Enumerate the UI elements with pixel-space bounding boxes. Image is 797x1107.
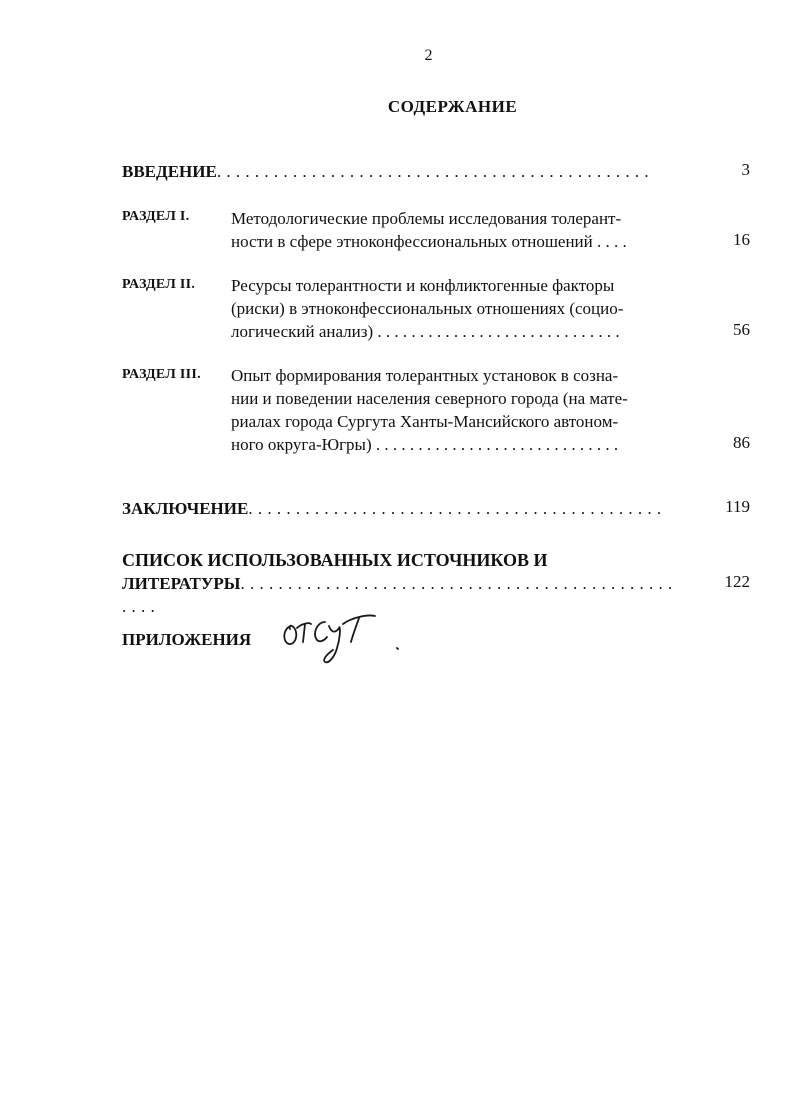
conclusion-label: ЗАКЛЮЧЕНИЕ bbox=[122, 499, 249, 518]
section-3-line: нии и поведении населения северного города (на мате- bbox=[231, 389, 628, 408]
sources-label-line-1: СПИСОК ИСПОЛЬЗОВАННЫХ ИСТОЧНИКОВ И bbox=[122, 550, 548, 570]
section-2-page: 56 bbox=[733, 320, 750, 339]
page-number: 2 bbox=[424, 47, 433, 64]
conclusion-page: 119 bbox=[725, 497, 750, 516]
section-1-label: РАЗДЕЛ I. bbox=[122, 209, 190, 224]
page-title: СОДЕРЖАНИЕ bbox=[387, 97, 518, 116]
handwritten-note-icon bbox=[279, 608, 419, 668]
leader-dots: . . . . . . . . . . . . . . . . . . . . . . . . . . . . . . . . . . . . . . . . . . . . . . bbox=[216, 162, 650, 181]
section-2-line: Ресурсы толерантности и конфликтогенные факторы bbox=[231, 276, 615, 295]
section-3-page: 86 bbox=[733, 433, 750, 452]
appendices-label: ПРИЛОЖЕНИЯ bbox=[122, 630, 252, 649]
sources-page: 122 bbox=[724, 572, 750, 591]
section-3-label: РАЗДЕЛ III. bbox=[122, 367, 201, 382]
section-3-line: риалах города Сургута Ханты-Мансийского автоном- bbox=[231, 412, 619, 431]
section-2-label: РАЗДЕЛ II. bbox=[122, 277, 196, 292]
section-3-line: ного округа-Югры) . . . . . . . . . . . . . . . . . . . . . . . . . . . . . bbox=[231, 435, 619, 454]
section-1-line: ности в сфере этноконфессиональных отношений . . . . bbox=[231, 232, 627, 251]
handwritten-note bbox=[279, 608, 419, 673]
leader-dots: . . . . . . . . . . . . . . . . . . . . . . . . . . . . . . . . . . . . . . . . . . . . . . . . . . bbox=[122, 574, 673, 616]
section-1-page: 16 bbox=[733, 230, 750, 249]
leader-dots: . . . . . . . . . . . . . . . . . . . . . . . . . . . . . . . . . . . . . . . . . . . . bbox=[248, 499, 662, 518]
section-2-line: (риски) в этноконфессиональных отношениях (социо- bbox=[231, 299, 624, 318]
introduction-label: ВВЕДЕНИЕ bbox=[122, 162, 217, 181]
section-2-line: логический анализ) . . . . . . . . . . . . . . . . . . . . . . . . . . . . . bbox=[231, 322, 620, 341]
sources-label-line-2: ЛИТЕРАТУРЫ bbox=[122, 574, 241, 593]
section-1-line: Методологические проблемы исследования толерант- bbox=[231, 209, 622, 228]
introduction-page: 3 bbox=[741, 160, 750, 179]
section-3-line: Опыт формирования толерантных установок в созна- bbox=[231, 366, 619, 385]
